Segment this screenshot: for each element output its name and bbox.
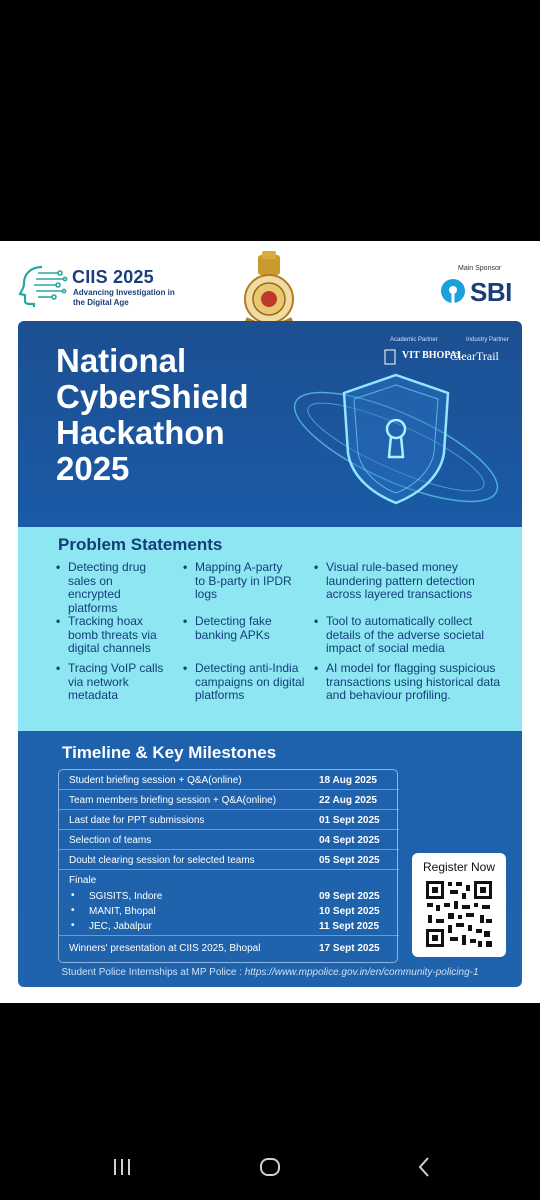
timeline-row-date: 18 Aug 2025 bbox=[319, 775, 377, 786]
problem-statement-item: • Detecting fake banking APKs bbox=[195, 615, 295, 642]
poster-header bbox=[0, 241, 540, 321]
main-blue-panel bbox=[18, 321, 522, 987]
problem-statement-item: • Detecting drug sales on encrypted platforms bbox=[68, 561, 168, 615]
bullet-icon: • bbox=[71, 890, 75, 901]
timeline-row-date: 04 Sept 2025 bbox=[319, 835, 380, 846]
finale-venue-date: 09 Sept 2025 bbox=[319, 891, 380, 902]
vit-bhopal-logo-icon bbox=[384, 347, 464, 369]
title-line-1: National bbox=[56, 342, 187, 379]
timeline-row bbox=[59, 850, 399, 870]
footer-note bbox=[18, 967, 522, 978]
sponsor-label: Main Sponsor bbox=[458, 265, 502, 272]
problem-statement-item: • Tool to automatically collect details of the adverse societal impact of social media bbox=[326, 615, 496, 656]
register-qr-card[interactable] bbox=[412, 853, 506, 957]
problem-statement-item: • AI model for flagging suspicious transactions using historical data and behaviour profiling. bbox=[326, 662, 512, 703]
sbi-logo-icon bbox=[440, 278, 466, 304]
finale-venue-label: MANIT, Bhopal bbox=[89, 906, 156, 917]
finale-venue-date: 11 Sept 2025 bbox=[319, 921, 380, 932]
timeline-row-label: Selection of teams bbox=[69, 835, 152, 846]
problem-statement-item: • Detecting anti-India campaigns on digital platforms bbox=[195, 662, 323, 703]
register-now-label: Register Now bbox=[422, 860, 496, 874]
vit-logo-text: VIT BHOPAL bbox=[402, 350, 464, 361]
finale-label: Finale bbox=[69, 875, 97, 886]
finale-venue-date: 10 Sept 2025 bbox=[319, 906, 380, 917]
problem-statement-item: • Tracking hoax bomb threats via digital channels bbox=[68, 615, 168, 656]
recents-icon[interactable] bbox=[110, 1155, 134, 1179]
problem-statement-item: • Tracing VoIP calls via network metadata bbox=[68, 662, 168, 703]
ciis-circuit-head-icon bbox=[18, 263, 68, 307]
timeline-row-date: 22 Aug 2025 bbox=[319, 795, 377, 806]
bullet-icon: • bbox=[71, 920, 75, 931]
timeline-row-date: 17 Sept 2025 bbox=[319, 943, 380, 954]
timeline-row bbox=[59, 830, 399, 850]
timeline-row-label: Team members briefing session + Q&A(online) bbox=[69, 795, 277, 806]
timeline-row-label: Doubt clearing session for selected teams bbox=[69, 855, 255, 866]
timeline-row-label: Last date for PPT submissions bbox=[69, 815, 205, 826]
timeline-title: Timeline & Key Milestones bbox=[62, 743, 277, 762]
timeline-table bbox=[58, 769, 398, 963]
finale-venue-label: SGISITS, Indore bbox=[89, 891, 163, 902]
timeline-row bbox=[59, 810, 399, 830]
mp-police-emblem-icon bbox=[236, 249, 302, 329]
cyber-shield-lock-icon bbox=[276, 369, 522, 519]
industry-partner-name: ClearTrail bbox=[450, 349, 499, 363]
problem-statements-title: Problem Statements bbox=[58, 535, 223, 554]
timeline-row bbox=[59, 790, 399, 810]
hackathon-poster-image bbox=[0, 241, 540, 1003]
title-line-2: CyberShield bbox=[56, 378, 249, 415]
problem-statement-item: • Mapping A-party to B-party in IPDR logs bbox=[195, 561, 295, 602]
timeline-row-label: Winners' presentation at CIIS 2025, Bhopal bbox=[69, 943, 261, 954]
industry-partner-label: Industry Partner bbox=[466, 337, 509, 343]
hackathon-title bbox=[56, 343, 296, 487]
title-line-3: Hackathon bbox=[56, 414, 225, 451]
ciis-title: CIIS 2025 bbox=[72, 267, 154, 287]
timeline-row-date: 05 Sept 2025 bbox=[319, 855, 380, 866]
timeline-row-label: Student briefing session + Q&A(online) bbox=[69, 775, 242, 786]
academic-partner-label: Academic Partner bbox=[390, 337, 438, 343]
home-icon[interactable] bbox=[258, 1155, 282, 1179]
sponsor-name: SBI bbox=[470, 277, 512, 307]
ciis-subtitle: Advancing Investigation in the Digital Age bbox=[73, 288, 175, 307]
timeline-row-date: 01 Sept 2025 bbox=[319, 815, 380, 826]
qr-code-icon[interactable] bbox=[424, 879, 494, 949]
back-icon[interactable] bbox=[412, 1155, 436, 1179]
finale-venue-row bbox=[59, 916, 399, 936]
footer-text: Student Police Internships at MP Police : bbox=[61, 967, 245, 978]
finale-venue-label: JEC, Jabalpur bbox=[89, 921, 152, 932]
problem-statement-item: • Visual rule-based money laundering pattern detection across layered transactions bbox=[326, 561, 510, 602]
timeline-row bbox=[59, 770, 399, 790]
problem-statements-section bbox=[18, 527, 522, 731]
title-line-4: 2025 bbox=[56, 450, 130, 487]
footer-link[interactable]: https://www.mppolice.gov.in/en/community-policing-1 bbox=[244, 967, 479, 978]
bullet-icon: • bbox=[71, 905, 75, 916]
timeline-row bbox=[59, 938, 399, 958]
